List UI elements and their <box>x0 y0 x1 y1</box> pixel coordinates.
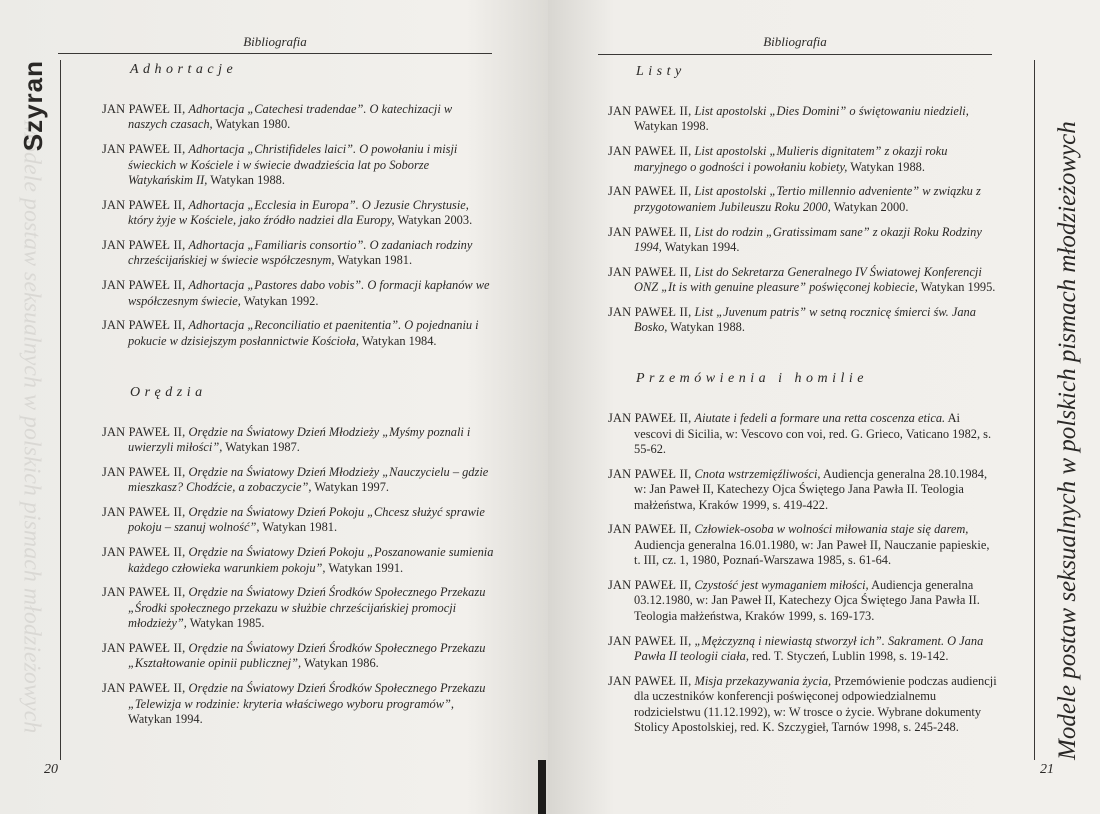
bib-entry: JAN PAWEŁ II, Orędzie na Światowy Dzień Pokoju „Poszanowanie sumienia każdego człowieka warunkiem pokoju”, Watykan 1991. <box>102 545 494 575</box>
show-through-text: Modele postaw seksualnych w polskich pismach młodzieżowych <box>18 120 45 734</box>
page-number-right: 21 <box>1040 762 1054 777</box>
right-margin-rule <box>1034 60 1035 760</box>
bib-entry: JAN PAWEŁ II, List apostolski „Mulieris dignitatem” z okazji roku maryjnego o godności i powołaniu kobiety, Watykan 1988. <box>608 144 948 174</box>
header-rule-right <box>598 54 992 55</box>
header-rule-left <box>58 53 492 54</box>
bib-entry: JAN PAWEŁ II, Adhortacja „Pastores dabo vobis”. O formacji kapłanów we współczesnym świecie, Watykan 1992. <box>102 278 490 308</box>
oredzia-list <box>102 425 494 728</box>
spine-title: Modele postaw seksualnych w polskich pismach młodzieżowych <box>1054 121 1081 760</box>
bib-entry: JAN PAWEŁ II, Adhortacja „Reconciliatio et paenitentia”. O pojednaniu i pokucie w dzisiejszym posłannictwie Kościoła, Watykan 1984. <box>102 318 479 348</box>
bib-entry: JAN PAWEŁ II, List do Sekretarza Generalnego IV Światowej Konferencji ONZ „It is with genuine pleasure” poświęconej kobiecie, Watykan 1995. <box>608 264 996 295</box>
bib-entry: JAN PAWEŁ II, Cnota wstrzemięźliwości, Audiencja generalna 28.10.1984, w: Jan Paweł II, Katechezy Ojca Świętego Jana Pawła II. Teologia małżeństwa, Kraków 1999, s. 419-422. <box>608 466 988 512</box>
adhortacje-list <box>102 102 494 349</box>
listy-list <box>608 104 998 336</box>
bib-entry: JAN PAWEŁ II, Adhortacja „Familiaris consortio”. O zadaniach rodziny chrześcijańskiej w świecie współczesnym, Watykan 1981. <box>102 238 473 268</box>
spine-author: Szyran <box>17 60 48 152</box>
bib-entry: JAN PAWEŁ II, Orędzie na Światowy Dzień Środków Społecznego Przekazu „Środki społecznego przekazu w służbie chrześcijańskiej promocji młodzieży”, Watykan 1985. <box>102 585 486 631</box>
bib-entry: JAN PAWEŁ II, Aiutate i fedeli a formare una retta coscenza etica. Ai vescovi di Sicilia, w: Vescovo con voi, red. G. Grieco, Vaticano 1982, s. 55-62. <box>608 411 992 457</box>
bib-entry: JAN PAWEŁ II, Adhortacja „Catechesi tradendae”. O katechizacji w naszych czasach, Watykan 1980. <box>102 102 453 132</box>
section-title-przemowienia: Przemówienia i homilie <box>636 371 868 387</box>
bib-entry: JAN PAWEŁ II, Misja przekazywania życia, Przemówienie podczas audiencji dla uczestników konferencji poświęconej odpowiedzialnemu rodzicielstwu (11.12.1992), w: W trosce o życie. Wybrane dokumenty Stolicy Apostolskiej, red. K. Szczygieł, Tarnów 1998, s. 245-248. <box>608 673 997 735</box>
page-number-left: 20 <box>44 762 58 777</box>
bib-entry: JAN PAWEŁ II, List apostolski „Dies Domini” o świętowaniu niedzieli, Watykan 1998. <box>608 104 969 134</box>
bib-entry: JAN PAWEŁ II, Orędzie na Światowy Dzień Młodzieży „Myśmy poznali i uwierzyli miłości”, Watykan 1987. <box>102 424 471 455</box>
left-column <box>102 62 494 737</box>
binding-gutter <box>538 760 546 814</box>
bib-entry: JAN PAWEŁ II, Orędzie na Światowy Dzień Środków Społecznego Przekazu „Telewizja w rodzinie: kryteria właściwego wyboru programów”, Watykan 1994. <box>102 681 486 727</box>
bib-entry: JAN PAWEŁ II, Orędzie na Światowy Dzień Młodzieży „Nauczycielu – gdzie mieszkasz? Chodźcie, a zobaczycie”, Watykan 1997. <box>102 464 489 495</box>
bib-entry: JAN PAWEŁ II, Orędzie na Światowy Dzień Pokoju „Chcesz służyć sprawie pokoju – szanuj wolność”, Watykan 1981. <box>102 505 485 535</box>
running-head-right: Bibliografia <box>763 34 827 49</box>
running-head-left: Bibliografia <box>243 34 307 49</box>
section-title-oredzia: Orędzia <box>130 384 207 400</box>
bib-entry: JAN PAWEŁ II, Adhortacja „Ecclesia in Europa”. O Jezusie Chrystusie, który żyje w Kościele, jako źródło nadziei dla Europy, Watykan 2003. <box>102 197 473 228</box>
przemowienia-list <box>608 411 998 735</box>
right-column <box>608 64 998 745</box>
bib-entry: JAN PAWEŁ II, Orędzie na Światowy Dzień Środków Społecznego Przekazu „Kształtowanie opinii publicznej”, Watykan 1986. <box>102 641 486 671</box>
bib-entry: JAN PAWEŁ II, List apostolski „Tertio millennio adveniente” w związku z przygotowaniem Jubileuszu Roku 2000, Watykan 2000. <box>608 184 981 214</box>
bib-entry: JAN PAWEŁ II, Człowiek-osoba w wolności miłowania staje się darem, Audiencja generalna 16.01.1980, w: Jan Paweł II, Nauczanie papieskie, t. III, cz. 1, 1980, Poznań-Warszawa 1985, s. 61-64. <box>608 522 990 568</box>
bib-entry: JAN PAWEŁ II, List „Juvenum patris” w setną rocznicę śmierci św. Jana Bosko, Watykan 1988. <box>608 305 976 335</box>
bib-entry: JAN PAWEŁ II, „Mężczyzną i niewiastą stworzył ich”. Sakrament. O Jana Pawła II teologii ciała, red. T. Styczeń, Lublin 1998, s. 19-142. <box>608 633 984 664</box>
left-margin-rule <box>60 60 61 760</box>
bib-entry: JAN PAWEŁ II, Adhortacja „Christifideles laici”. O powołaniu i misji świeckich w Kościele i w świecie dwadzieścia lat po Soborze Watykańskim II, Watykan 1988. <box>102 142 458 188</box>
section-title-listy: Listy <box>636 64 686 79</box>
section-title-adhortacje: Adhortacje <box>130 62 238 77</box>
bib-entry: JAN PAWEŁ II, List do rodzin „Gratissimam sane” z okazji Roku Rodziny 1994, Watykan 1994. <box>608 224 982 255</box>
left-page <box>0 0 548 814</box>
bib-entry: JAN PAWEŁ II, Czystość jest wymaganiem miłości, Audiencja generalna 03.12.1980, w: Jan Paweł II, Katechezy Ojca Świętego Jana Pawła II. Teologia małżeństwa, Kraków 1999, s. 169-173. <box>608 578 980 623</box>
